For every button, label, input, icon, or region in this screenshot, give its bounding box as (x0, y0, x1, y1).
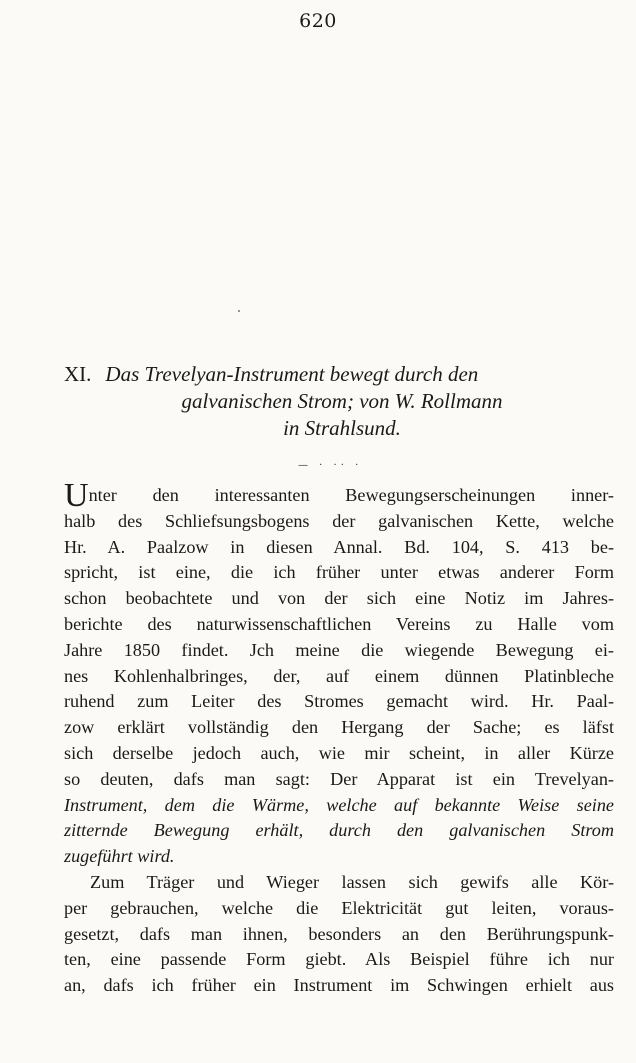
line-text: nter den interessanten Bewegungserscheinungen inner- (88, 485, 614, 505)
paragraph-1-line-italic: Instrument, dem die Wärme, welche auf bekannte Weise seine (64, 794, 614, 815)
paragraph-1-line: schon beobachtete und von der sich eine Notiz im Jahres- (64, 588, 614, 609)
paragraph-1-line: ruhend zum Leiter des Stromes gemacht wird. Hr. Paal- (64, 691, 614, 712)
print-speck (238, 310, 240, 312)
paragraph-1-line: nes Kohlenhalbringes, der, auf einem dünnen Platinbleche (64, 665, 614, 686)
drop-cap: U (64, 477, 89, 514)
paragraph-1-line: so deuten, dafs man sagt: Der Apparat ist ein Trevelyan- (64, 768, 614, 789)
section-divider: — · ·· · (298, 460, 363, 471)
paragraph-1-line-italic: zugeführt wird. (64, 846, 175, 867)
paragraph-1-line: Hr. A. Paalzow in diesen Annal. Bd. 104, S. 413 be- (64, 536, 614, 557)
paragraph-1-line: sich derselbe jedoch auch, wie mir scheint, in aller Kürze (64, 742, 614, 763)
paragraph-2-line: gesetzt, dafs man ihnen, besonders an den Berührungspunk- (64, 923, 614, 944)
paragraph-1-line (64, 477, 614, 514)
body-text (64, 477, 614, 999)
paragraph-1-line: zow erklärt vollständig den Hergang der Sache; es läfst (64, 717, 614, 738)
paragraph-1-line: spricht, ist eine, die ich früher unter etwas anderer Form (64, 562, 614, 583)
paragraph-2-line: Zum Träger und Wieger lassen sich gewifs alle Kör- (90, 871, 614, 892)
paragraph-1-line-italic: zitternde Bewegung erhält, durch den galvanischen Strom (64, 820, 614, 841)
title-line-2: galvanischen Strom; von W. Rollmann (181, 389, 503, 413)
paragraph-1-line: berichte des naturwissenschaftlichen Vereins zu Halle vom (64, 613, 614, 634)
paragraph-2-line: an, dafs ich früher ein Instrument im Schwingen erhielt aus (64, 975, 614, 996)
paragraph-2-line: ten, eine passende Form giebt. Als Beispiel führe ich nur (64, 949, 614, 970)
section-number: XI. (64, 362, 92, 386)
title-line-3: in Strahlsund. (283, 416, 401, 440)
title-line-1 (64, 361, 620, 388)
paragraph-1-line: halb des Schliefsungsbogens der galvanischen Kette, welche (64, 510, 614, 531)
paragraph-1-line: Jahre 1850 findet. Jch meine die wiegende Bewegung ei- (64, 639, 614, 660)
title-line-1-text: Das Trevelyan-Instrument bewegt durch den (105, 362, 479, 386)
page-number: 620 (299, 10, 337, 32)
paragraph-2-line: per gebrauchen, welche die Elektricität gut leiten, voraus- (64, 897, 614, 918)
section-title (64, 361, 620, 442)
